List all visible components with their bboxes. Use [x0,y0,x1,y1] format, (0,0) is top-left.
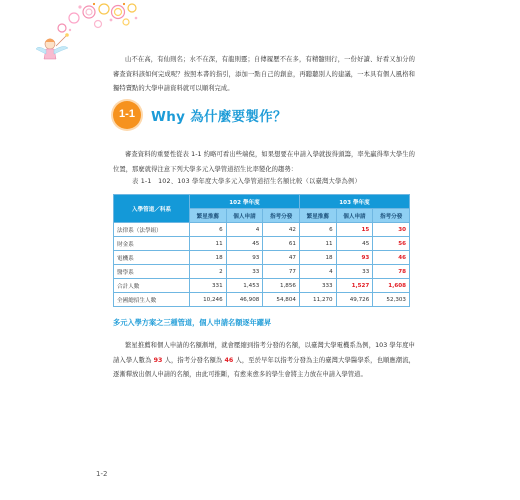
table-cell: 52,303 [373,293,410,307]
table-cell-highlight: 78 [373,265,410,279]
table-row [114,251,410,265]
table-row-national-total [114,293,410,307]
column-header: 個人申請 [336,209,373,223]
table-row [114,223,410,237]
table-cell: 11 [190,237,227,251]
table-cell-highlight: 93 [336,251,373,265]
table-cell: 42 [263,223,300,237]
table-cell: 33 [336,265,373,279]
table-row [114,237,410,251]
table-cell-highlight: 1,527 [336,279,373,293]
section-number: 1-1 [119,108,135,120]
subheading: 多元入學方案之三種管道，個人申請名額逐年躍昇 [113,318,272,327]
column-header: 繁星推薦 [190,209,227,223]
section-number-badge [113,101,141,129]
table-cell-highlight: 56 [373,237,410,251]
table-cell: 93 [226,251,263,265]
column-header: 指考分發 [373,209,410,223]
table-cell: 49,726 [336,293,373,307]
section-title: Why 為什麼要製作？ [151,109,287,125]
table-cell: 18 [190,251,227,265]
table-cell: 77 [263,265,300,279]
table-cell: 1,856 [263,279,300,293]
table-cell: 1,453 [226,279,263,293]
table-cell: 6 [190,223,227,237]
table-cell: 4 [226,223,263,237]
table-caption: 表 1-1 102、103 學年度大學多元入學管道招生名額比較（以臺灣大學為例） [132,178,361,185]
table-cell: 54,804 [263,293,300,307]
table-cell: 47 [263,251,300,265]
table-cell-highlight: 30 [373,223,410,237]
table-cell: 11 [299,237,336,251]
column-header: 個人申請 [226,209,263,223]
admission-quota-table [113,194,410,307]
paragraph-text: 繁星推薦和個人申請的名額漸增，就會壓縮到指考分發的名額，以臺灣大學電機系為例，103 學年度申請入學人數為 [113,342,415,364]
row-label: 合計人數 [114,279,190,293]
table-cell: 333 [299,279,336,293]
paragraph-text: 人，指考分發名額為 [162,356,225,364]
table-cell: 45 [226,237,263,251]
table-cell: 6 [299,223,336,237]
year-header-103: 103 學年度 [299,195,409,209]
table-cell: 61 [263,237,300,251]
highlight-number: 46 [224,356,234,364]
table-cell: 2 [190,265,227,279]
body-paragraph: 審查資料的重要性從表 1-1 約略可看出些端倪，如果想要在申請入學就拔得頭籌，率先贏得準大學生的位置，那麼就得注意下列大學多元入學管道招生比率變化的趨勢： [113,151,415,173]
table-cell: 46,908 [226,293,263,307]
table-cell: 33 [226,265,263,279]
table-cell: 331 [190,279,227,293]
table-row-total [114,279,410,293]
column-header: 繁星推薦 [299,209,336,223]
highlight-number: 93 [153,356,163,364]
table-cell: 18 [299,251,336,265]
section-heading [113,101,413,131]
table-cell-highlight: 1,608 [373,279,410,293]
row-label: 法律系（法學組） [114,223,190,237]
paragraph-text: 人，至於早年以指考分發為主的臺灣大學醫學系，也順應潮流，逐漸釋放出個人申請的名額，由此可推斷，有愈來愈多的學生會將主力放在申請入學管道。 [113,356,415,378]
row-label: 全國總招生人數 [114,293,190,307]
row-label: 醫學系 [114,265,190,279]
analysis-paragraph [113,339,415,382]
table-cell-highlight: 15 [336,223,373,237]
table-cell: 45 [336,237,373,251]
table-cell: 4 [299,265,336,279]
table-cell: 10,246 [190,293,227,307]
table-row [114,265,410,279]
table-header-row-years [114,195,410,209]
column-header: 指考分發 [263,209,300,223]
table-cell: 11,270 [299,293,336,307]
table-cell-highlight: 46 [373,251,410,265]
year-header-102: 102 學年度 [190,195,300,209]
page-number: 1-2 [96,470,108,478]
table-corner-header: 入學管道／科系 [114,195,190,223]
row-label: 電機系 [114,251,190,265]
row-label: 財金系 [114,237,190,251]
intro-paragraph: 山不在高，有仙則名；水不在深，有龍則靈；自傳履歷不在多，有精髓則行，一份好讀、好看又加分的審查資料該如何完成呢？按照本書的指引，添加一點自己的創意，再聽聽別人的建議，一本具有個人風格和獨特賣點的大學申請資料就可以順利完成。 [113,56,415,92]
